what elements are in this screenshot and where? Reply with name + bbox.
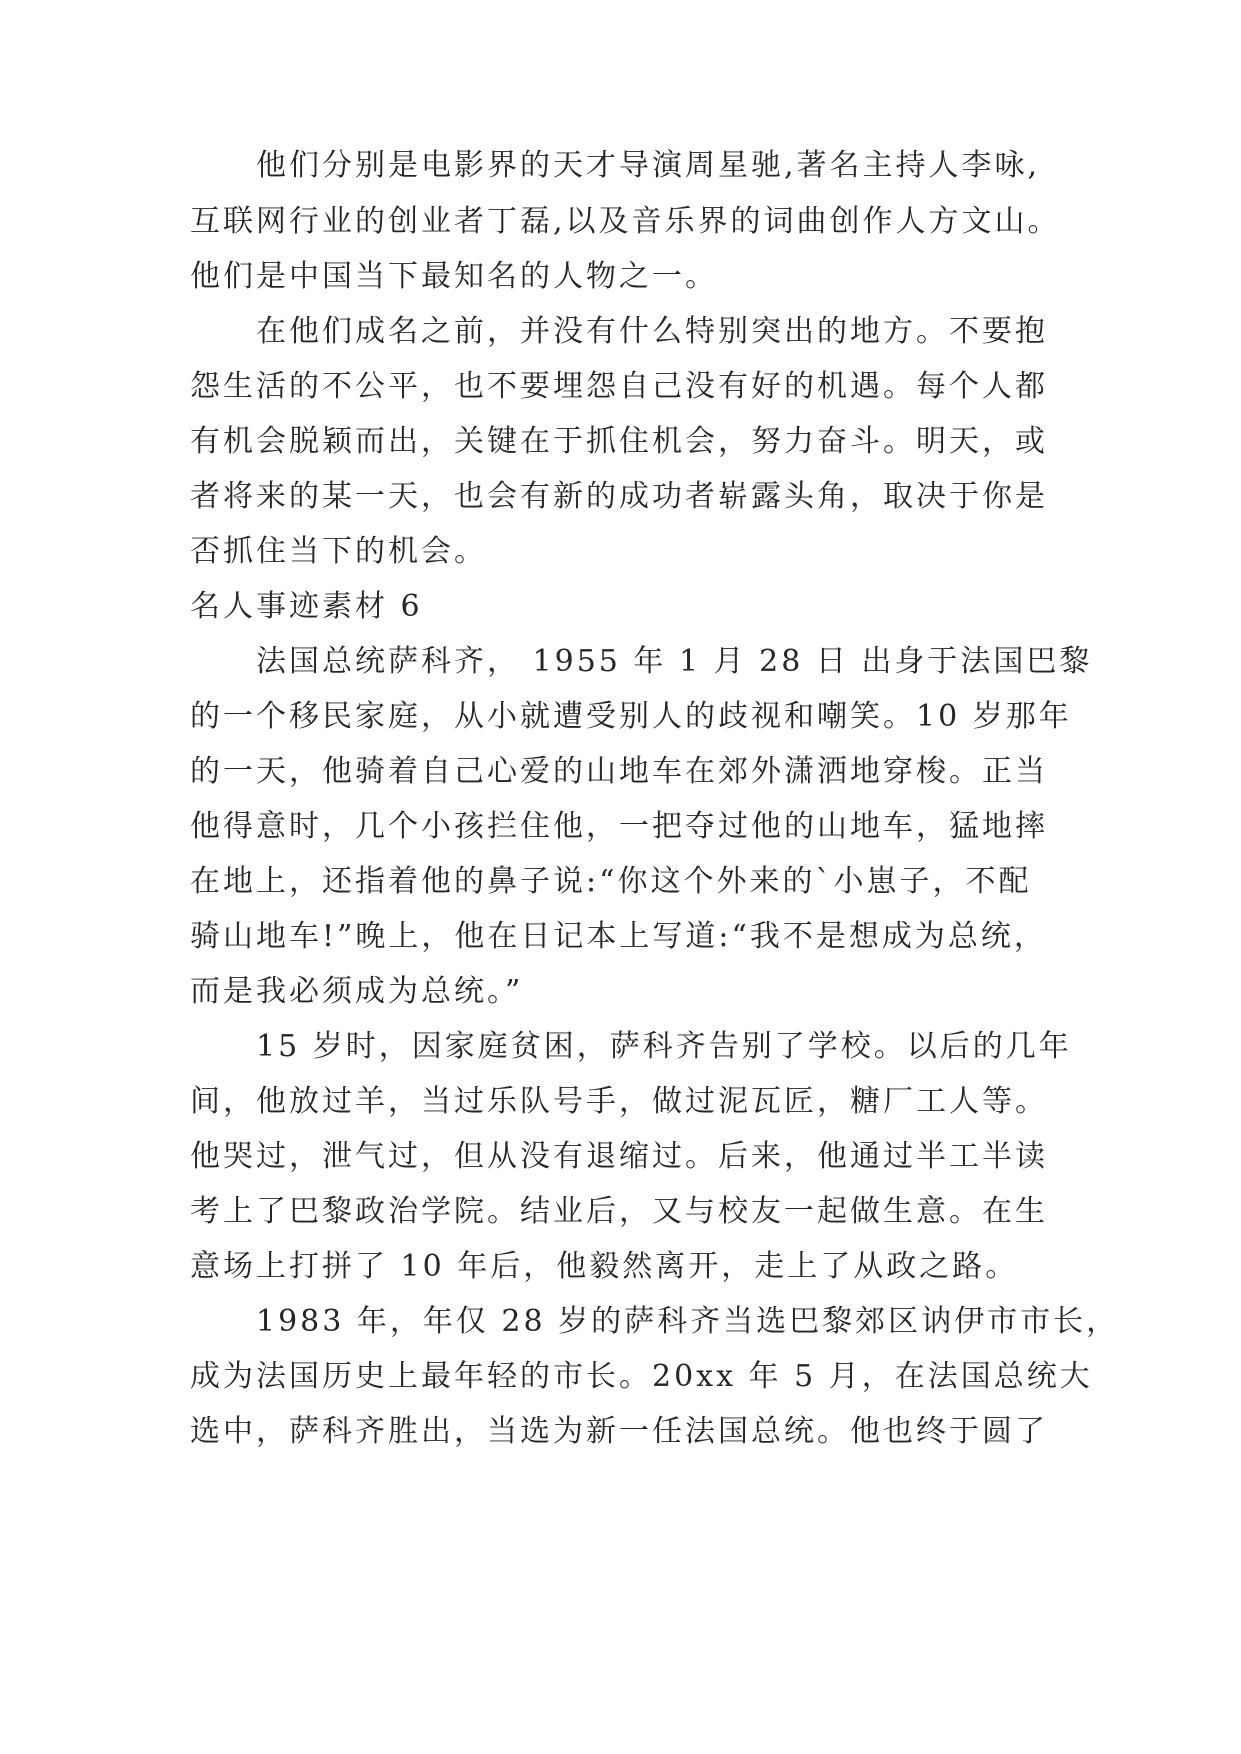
paragraph-line: 1983 年，年仅 28 岁的萨科齐当选巴黎郊区讷伊市市长， [256,1304,1120,1339]
paragraph-line: 他哭过，泄气过，但从没有退缩过。后来，他通过半工半读 [190,1139,1048,1174]
paragraph-line: 在地上，还指着他的鼻子说:“你这个外来的`小崽子，不配 [190,864,1032,899]
paragraph-line: 意场上打拼了 10 年后，他毅然离开，走上了从政之路。 [190,1249,1019,1284]
paragraph-line: 他们是中国当下最知名的人物之一。 [190,259,718,294]
paragraph-line: 考上了巴黎政治学院。结业后，又与校友一起做生意。在生 [190,1194,1048,1229]
paragraph-line: 骑山地车!”晚上，他在日记本上写道:“我不是想成为总统， [190,919,1047,954]
paragraph-line: 成为法国历史上最年轻的市长。20xx 年 5 月，在法国总统大 [190,1359,1093,1394]
paragraph-line: 的一个移民家庭，从小就遭受别人的歧视和嘲笑。10 岁那年 [190,699,1072,734]
paragraph-line: 法国总统萨科齐， 1955 年 1 月 28 日 出身于法国巴黎 [256,644,1093,679]
paragraph-line: 有机会脱颖而出，关键在于抓住机会，努力奋斗。明天，或 [190,424,1048,459]
paragraph-line: 互联网行业的创业者丁磊,以及音乐界的词曲创作人方文山。 [190,204,1061,239]
paragraph-line: 选中，萨科齐胜出，当选为新一任法国总统。他也终于圆了 [190,1414,1048,1449]
paragraph-line: 者将来的某一天，也会有新的成功者崭露头角，取决于你是 [190,479,1048,514]
paragraph-line: 15 岁时，因家庭贫困，萨科齐告别了学校。以后的几年 [256,1029,1072,1064]
paragraph-line: 间，他放过羊，当过乐队号手，做过泥瓦匠，糖厂工人等。 [190,1084,1048,1119]
paragraph-line: 的一天，他骑着自己心爱的山地车在郊外潇洒地穿梭。正当 [190,754,1048,789]
paragraph-line: 他们分别是电影界的天才导演周星驰,著名主持人李咏, [256,148,1041,183]
paragraph-line: 在他们成名之前，并没有什么特别突出的地方。不要抱 [256,314,1048,349]
paragraph-line: 他得意时，几个小孩拦住他，一把夺过他的山地车，猛地摔 [190,809,1048,844]
paragraph-line: 否抓住当下的机会。 [190,534,487,569]
section-title: 名人事迹素材 6 [190,589,423,624]
paragraph-line: 而是我必须成为总统。” [190,974,524,1009]
paragraph-line: 怨生活的不公平，也不要埋怨自己没有好的机遇。每个人都 [190,369,1048,404]
